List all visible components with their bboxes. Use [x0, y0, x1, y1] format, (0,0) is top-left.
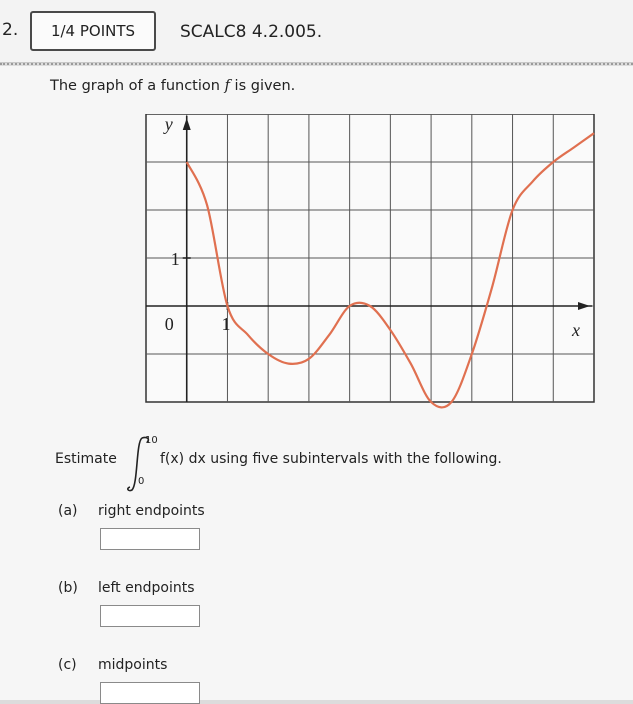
answer-b-input[interactable]	[100, 605, 200, 627]
x-axis-label: x	[572, 320, 580, 340]
x-one-tick-label: 1	[221, 314, 231, 334]
part-b-text: left endpoints	[98, 580, 195, 596]
question-number: 2.	[2, 20, 19, 40]
answer-c-input[interactable]	[100, 682, 200, 704]
intro-function-var: f	[224, 78, 230, 94]
part-a	[58, 503, 205, 519]
intro-prefix: The graph of a function	[50, 78, 225, 94]
integral-lower-limit: 0	[138, 476, 145, 487]
y-one-tick-label: 1	[170, 249, 180, 269]
origin-tick-label: 0	[164, 314, 174, 334]
question-intro	[50, 78, 295, 94]
part-b-label: (b)	[58, 580, 78, 596]
question-header	[0, 0, 633, 63]
y-axis-label: y	[164, 114, 173, 134]
part-c	[58, 657, 167, 673]
integrand-text: f(x) dx using five subintervals with the following.	[160, 451, 502, 467]
intro-suffix: is given.	[229, 78, 296, 94]
estimate-label: Estimate	[55, 451, 117, 467]
part-c-label: (c)	[58, 657, 77, 673]
function-graph	[130, 114, 598, 414]
points-label: 1/4 POINTS	[50, 22, 136, 40]
part-a-label: (a)	[58, 503, 78, 519]
part-c-text: midpoints	[98, 657, 168, 673]
part-b	[58, 580, 195, 596]
question-body	[0, 66, 633, 700]
integral-upper-limit: 10	[145, 435, 158, 446]
part-a-text: right endpoints	[98, 503, 205, 519]
points-badge	[30, 11, 156, 51]
header-divider	[0, 63, 633, 65]
answer-a-input[interactable]	[100, 528, 200, 550]
course-code: SCALC8 4.2.005.	[180, 22, 323, 42]
